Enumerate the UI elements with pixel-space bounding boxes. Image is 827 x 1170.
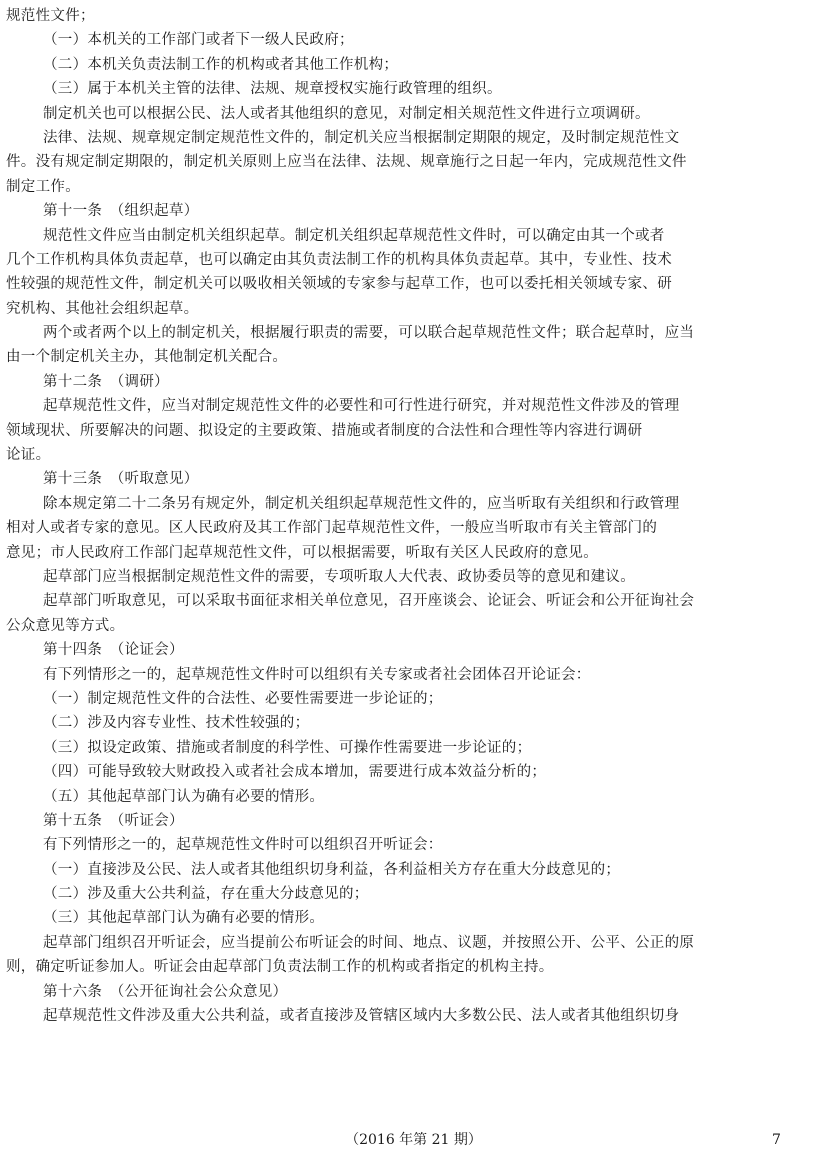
text-line: 起草规范性文件，应当对制定规范性文件的必要性和可行性进行研究，并对规范性文件涉及的管理 [43, 398, 680, 415]
text-line: 由一个制定机关主办，其他制定机关配合。 [6, 349, 288, 366]
text-line: 几个工作机构具体负责起草，也可以确定由其负责法制工作的机构具体负责起草。其中，专业性、技术 [6, 251, 672, 268]
text-line: （一）本机关的工作部门或者下一级人民政府； [43, 32, 354, 49]
page-number: 7 [772, 1132, 781, 1148]
text-line: 起草部门应当根据制定规范性文件的需要，专项听取人大代表、政协委员等的意见和建议。 [43, 568, 635, 585]
text-line: 第十四条 （论证会） [43, 642, 184, 659]
text-line: （一）制定规范性文件的合法性、必要性需要进一步论证的； [43, 690, 443, 707]
text-line: 领域现状、所要解决的问题、拟设定的主要政策、措施或者制度的合法性和合理性等内容进行调研 [6, 422, 643, 439]
text-line: （一）直接涉及公民、法人或者其他组织切身利益，各利益相关方存在重大分歧意见的； [43, 861, 621, 878]
text-line: 意见；市人民政府工作部门起草规范性文件，可以根据需要，听取有关区人民政府的意见。 [6, 544, 598, 561]
page-footer [0, 1128, 827, 1152]
text-line: 起草规范性文件涉及重大公共利益，或者直接涉及管辖区域内大多数公民、法人或者其他组织切身 [43, 1008, 680, 1025]
text-line: 第十二条 （调研） [43, 373, 169, 390]
text-line: 论证。 [6, 447, 51, 464]
text-line: 第十六条 （公开征询社会公众意见） [43, 983, 288, 1000]
text-line: 则，确定听证参加人。听证会由起草部门负责法制工作的机构或者指定的机构主持。 [6, 959, 554, 976]
text-line: 第十一条 （组织起草） [43, 203, 199, 220]
text-line: 两个或者两个以上的制定机关，根据履行职责的需要，可以联合起草规范性文件；联合起草时，应当 [43, 325, 695, 342]
text-line: 公众意见等方式。 [6, 617, 125, 634]
text-line: 规范性文件； [6, 8, 95, 24]
text-line: （三）属于本机关主管的法律、法规、规章授权实施行政管理的组织。 [43, 81, 502, 98]
text-line: （二）涉及重大公共利益，存在重大分歧意见的； [43, 886, 369, 903]
text-line: （二）本机关负责法制工作的机构或者其他工作机构； [43, 56, 399, 73]
issue-label: （2016 年第 21 期） [345, 1132, 482, 1148]
text-line: （二）涉及内容专业性、技术性较强的； [43, 715, 310, 732]
text-line: 起草部门听取意见，可以采取书面征求相关单位意见，召开座谈会、论证会、听证会和公开征询社会 [43, 593, 695, 610]
text-line: 第十五条 （听证会） [43, 812, 184, 829]
text-line: （三）拟设定政策、措施或者制度的科学性、可操作性需要进一步论证的； [43, 739, 532, 756]
text-line: 法律、法规、规章规定制定规范性文件的，制定机关应当根据制定期限的规定，及时制定规范性文 [43, 129, 680, 146]
text-line: 性较强的规范性文件，制定机关可以吸收相关领域的专家参与起草工作，也可以委托相关领域专家、研 [6, 276, 672, 293]
text-line: （四）可能导致较大财政投入或者社会成本增加，需要进行成本效益分析的； [43, 764, 547, 781]
text-line: 有下列情形之一的，起草规范性文件时可以组织召开听证会： [43, 837, 443, 854]
text-line: 第十三条 （听取意见） [43, 471, 199, 488]
body-text [6, 4, 822, 1028]
text-line: （三）其他起草部门认为确有必要的情形。 [43, 910, 325, 927]
text-line: 究机构、其他社会组织起草。 [6, 300, 199, 317]
text-line: （五）其他起草部门认为确有必要的情形。 [43, 788, 325, 805]
text-line: 制定工作。 [6, 178, 80, 195]
text-line: 规范性文件应当由制定机关组织起草。制定机关组织起草规范性文件时，可以确定由其一个或者 [43, 227, 665, 244]
text-line: 起草部门组织召开听证会，应当提前公布听证会的时间、地点、议题，并按照公开、公平、公正的原 [43, 934, 695, 951]
text-line: 件。没有规定制定期限的，制定机关原则上应当在法律、法规、规章施行之日起一年内，完成规范性文件 [6, 154, 687, 171]
text-line: 除本规定第二十二条另有规定外，制定机关组织起草规范性文件的，应当听取有关组织和行政管理 [43, 495, 680, 512]
text-line: 相对人或者专家的意见。区人民政府及其工作部门起草规范性文件，一般应当听取市有关主管部门的 [6, 520, 658, 537]
text-line: 有下列情形之一的，起草规范性文件时可以组织有关专家或者社会团体召开论证会： [43, 666, 591, 683]
text-line: 制定机关也可以根据公民、法人或者其他组织的意见，对制定相关规范性文件进行立项调研。 [43, 105, 650, 122]
